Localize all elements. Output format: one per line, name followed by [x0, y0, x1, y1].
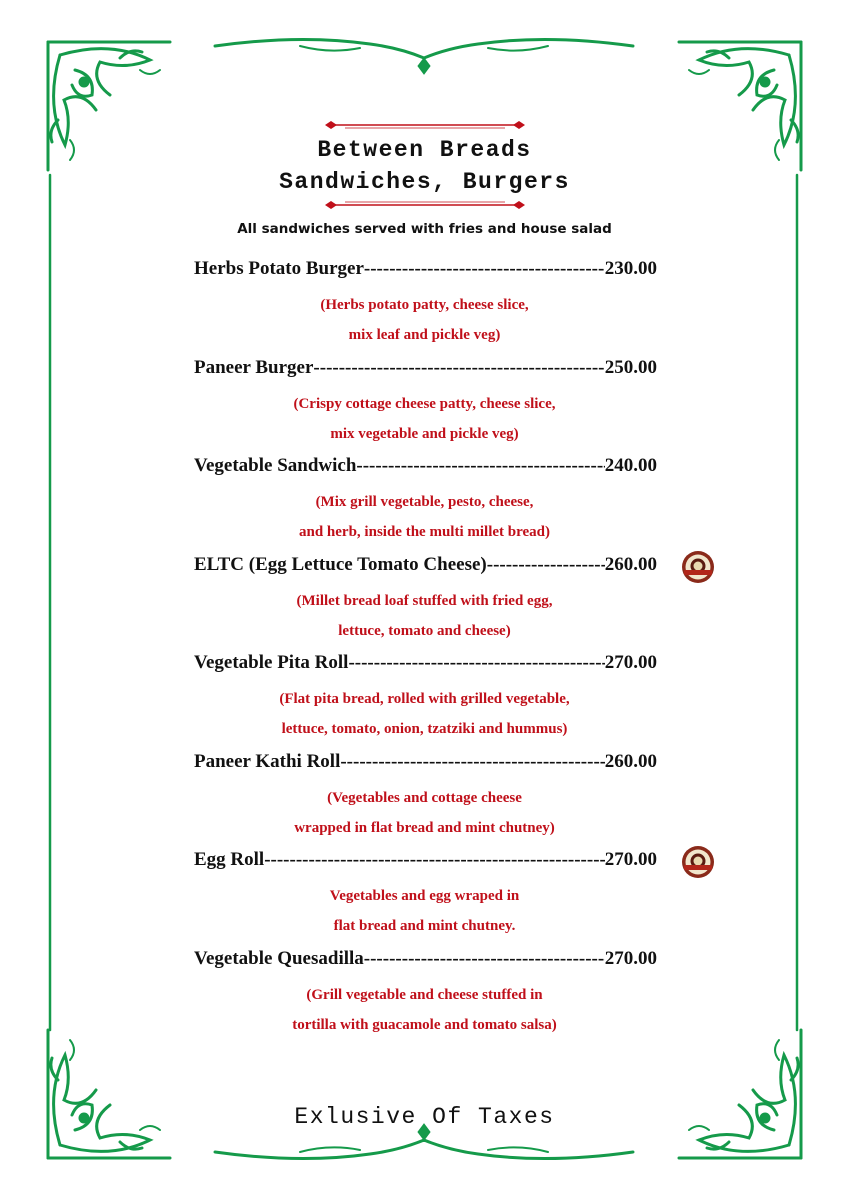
title-divider-bottom	[325, 198, 525, 212]
menu-item	[0, 751, 849, 850]
menu-item	[0, 357, 849, 456]
menu-item	[0, 258, 849, 357]
item-description-line-2: mix leaf and pickle veg)	[348, 327, 501, 343]
dotted-leader	[487, 554, 605, 576]
page-title-line-2: Sandwiches, Burgers	[279, 169, 570, 195]
menu-subtitle: All sandwiches served with fries and house salad	[237, 221, 612, 237]
item-description-line-2: lettuce, tomato, onion, tzatziki and hummus)	[281, 721, 568, 737]
menu-item-line	[194, 357, 657, 385]
item-name: Herbs Potato Burger	[194, 258, 364, 279]
menu-item	[0, 849, 849, 948]
item-name: Vegetable Quesadilla	[194, 947, 364, 969]
item-price: 270.00	[604, 652, 657, 673]
menu-item-line	[194, 455, 657, 483]
item-description-line-1: (Crispy cottage cheese patty, cheese slice,	[293, 395, 556, 412]
item-description-line-2: lettuce, tomato and cheese)	[338, 622, 511, 639]
item-name: Vegetable Sandwich	[194, 455, 357, 476]
title-divider-top	[325, 118, 525, 132]
item-description-line-1: (Grill vegetable and cheese stuffed in	[306, 986, 543, 1003]
item-description-line-1: (Vegetables and cottage cheese	[327, 789, 522, 806]
item-name: Vegetable Pita Roll	[194, 652, 349, 673]
dotted-leader	[340, 751, 604, 773]
item-name: ELTC (Egg Lettuce Tomato Cheese)	[194, 553, 487, 575]
item-price: 240.00	[604, 455, 657, 476]
menu-item-line	[194, 652, 657, 680]
dotted-leader	[348, 652, 604, 674]
dotted-leader	[264, 849, 605, 871]
item-name: Egg Roll	[194, 849, 265, 870]
item-description-line-2: and herb, inside the multi millet bread)	[299, 524, 550, 540]
menu-item	[0, 455, 849, 554]
item-description-line-1: (Flat pita bread, rolled with grilled vegetable,	[279, 691, 570, 707]
item-description-line-2: flat bread and mint chutney.	[333, 918, 516, 934]
item-description-line-1: (Mix grill vegetable, pesto, cheese,	[315, 494, 534, 510]
menu-list	[0, 258, 849, 1046]
menu-item-line	[194, 948, 657, 976]
page-title-line-1: Between Breads	[317, 137, 532, 163]
menu-item	[0, 554, 849, 653]
item-price: 270.00	[604, 947, 657, 969]
dotted-leader	[364, 258, 605, 280]
item-description-line-1: (Herbs potato patty, cheese slice,	[320, 297, 529, 313]
item-name: Paneer Kathi Roll	[194, 750, 341, 772]
menu-item	[0, 652, 849, 751]
item-description-line-2: mix vegetable and pickle veg)	[330, 425, 519, 442]
menu-item-line	[194, 258, 657, 286]
item-description-line-1: (Millet bread loaf stuffed with fried egg,	[296, 592, 553, 609]
dotted-leader	[313, 357, 604, 379]
item-description-line-2: tortilla with guacamole and tomato salsa)	[292, 1016, 557, 1033]
menu-item-line	[194, 751, 657, 779]
non-veg-icon	[681, 550, 715, 584]
item-price: 260.00	[604, 553, 657, 575]
menu-item-line	[194, 849, 657, 877]
dotted-leader	[356, 455, 604, 477]
dotted-leader	[364, 948, 605, 970]
item-price: 260.00	[604, 750, 657, 772]
item-description-line-1: Vegetables and egg wraped in	[329, 888, 520, 904]
item-price: 250.00	[604, 356, 657, 378]
menu-item	[0, 948, 849, 1047]
taxes-note: Exlusive Of Taxes	[294, 1104, 555, 1130]
item-description-line-2: wrapped in flat bread and mint chutney)	[294, 819, 555, 836]
item-price: 230.00	[604, 258, 657, 279]
item-name: Paneer Burger	[194, 356, 314, 378]
non-veg-icon	[681, 845, 715, 879]
item-price: 270.00	[604, 849, 657, 870]
menu-item-line	[194, 554, 657, 582]
